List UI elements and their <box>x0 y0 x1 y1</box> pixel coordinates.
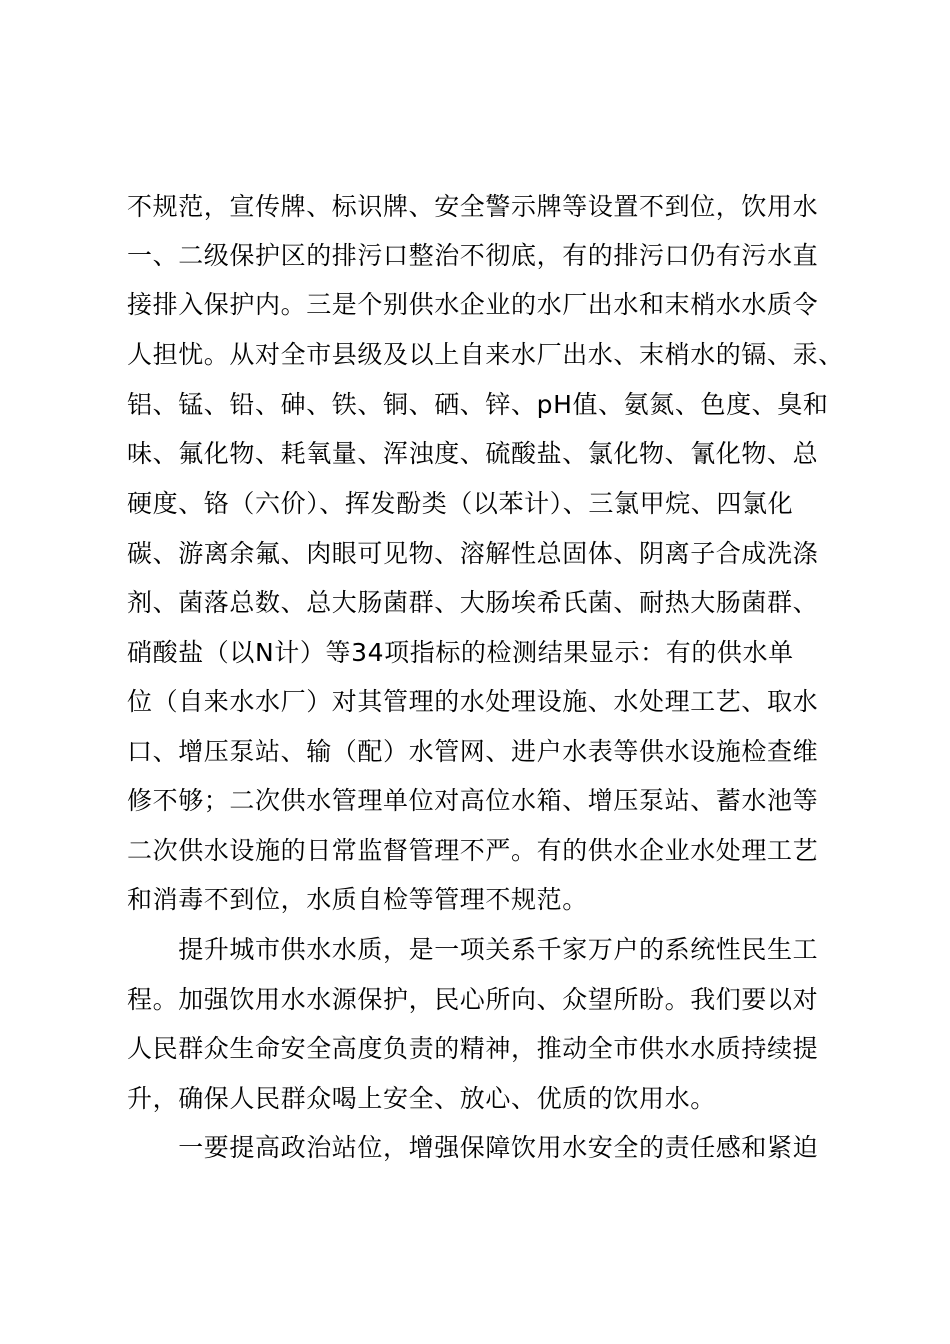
text-line: 硬度、铬（六价）、挥发酚类（以苯计）、三氯甲烷、四氯化 <box>127 489 794 518</box>
text-line: 硝酸盐（以N计）等34项指标的检测结果显示：有的供水单 <box>127 638 794 667</box>
text-line: 碳、游离余氟、肉眼可见物、溶解性总固体、阴离子合成洗涤 <box>127 539 819 568</box>
text-line: 一要提高政治站位，增强保障饮用水安全的责任感和紧迫 <box>127 1133 819 1162</box>
text-line: 剂、菌落总数、总大肠菌群、大肠埃希氏菌、耐热大肠菌群、 <box>127 588 819 617</box>
text-line: 位（自来水水厂）对其管理的水处理设施、水处理工艺、取水 <box>127 687 819 716</box>
text-line: 人民群众生命安全高度负责的精神，推动全市供水水质持续提 <box>127 1034 819 1063</box>
text-line: 二次供水设施的日常监督管理不严。有的供水企业水处理工艺 <box>127 836 819 865</box>
text-line: 一、二级保护区的排污口整治不彻底，有的排污口仍有污水直 <box>127 241 819 270</box>
text-line: 提升城市供水水质，是一项关系千家万户的系统性民生工 <box>127 935 819 964</box>
text-line: 接排入保护内。三是个别供水企业的水厂出水和末梢水水质令 <box>127 290 819 319</box>
text-line: 口、增压泵站、输（配）水管网、进户水表等供水设施检查维 <box>127 737 819 766</box>
text-line: 程。加强饮用水水源保护，民心所向、众望所盼。我们要以对 <box>127 985 819 1014</box>
text-line: 不规范，宣传牌、标识牌、安全警示牌等设置不到位，饮用水 <box>127 192 819 221</box>
text-line: 铝、锰、铅、砷、铁、铜、硒、锌、pH值、氨氮、色度、臭和 <box>127 390 829 419</box>
text-line: 升，确保人民群众喝上安全、放心、优质的饮用水。 <box>127 1084 716 1113</box>
text-line: 修不够；二次供水管理单位对高位水箱、增压泵站、蓄水池等 <box>127 786 819 815</box>
text-line: 和消毒不到位，水质自检等管理不规范。 <box>127 885 588 914</box>
text-line: 味、氟化物、耗氧量、浑浊度、硫酸盐、氯化物、氰化物、总 <box>127 439 819 468</box>
text-line: 人担忧。从对全市县级及以上自来水厂出水、末梢水的镉、汞、 <box>127 340 844 369</box>
